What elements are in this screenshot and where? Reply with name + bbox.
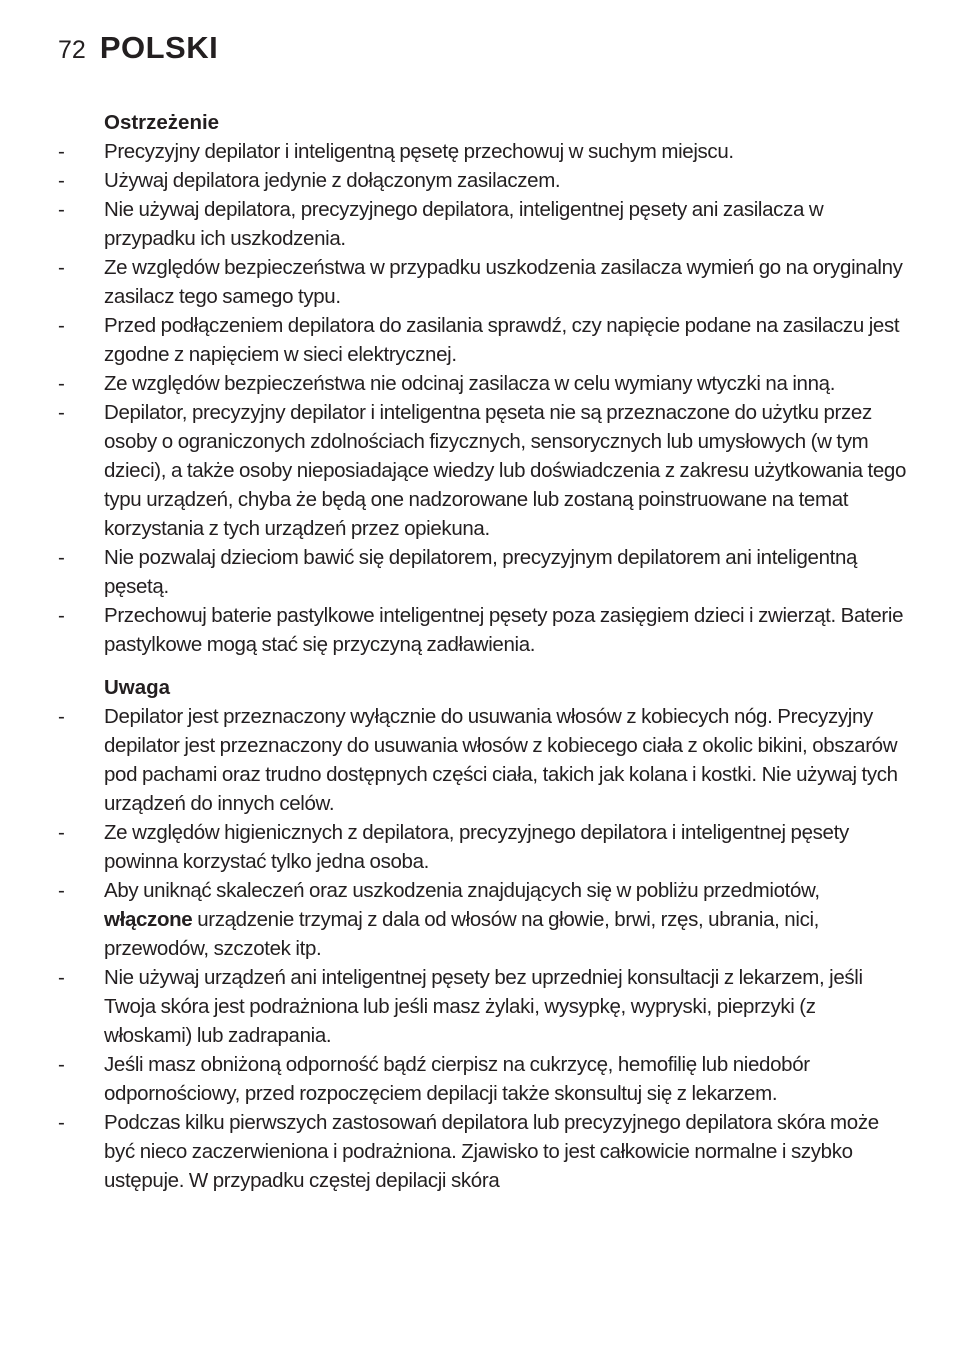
- list-dash: -: [58, 169, 65, 192]
- list-item: [58, 876, 908, 963]
- list-item-text: Przechowuj baterie pastylkowe inteligentnej pęsety poza zasięgiem dzieci i zwierząt. Baterie pastylkowe mogą stać się przyczyną zadławienia.: [104, 604, 904, 656]
- list-item-text: Aby uniknąć skaleczeń oraz uszkodzenia znajdujących się w pobliżu przedmiotów,: [104, 879, 820, 902]
- list-item: [58, 253, 908, 311]
- warning-list: [58, 137, 908, 659]
- list-dash: -: [58, 198, 65, 221]
- list-item-text: urządzenie trzymaj z dala od włosów na głowie, brwi, rzęs, ubrania, nici, przewodów, szczotek itp.: [104, 908, 820, 960]
- list-dash: -: [58, 401, 65, 424]
- list-item-text: Przed podłączeniem depilatora do zasilania sprawdź, czy napięcie podane na zasilaczu jest zgodne z napięciem w sieci elektrycznej.: [104, 314, 900, 366]
- page-number: 72: [58, 36, 86, 64]
- list-dash: -: [58, 256, 65, 279]
- list-item: [58, 398, 908, 543]
- language-title: POLSKI: [99, 30, 219, 65]
- list-item-text: Podczas kilku pierwszych zastosowań depilatora lub precyzyjnego depilatora skóra może być nieco zaczerwieniona i podrażniona. Zjawisko to jest całkowicie normalne i szybko ustępuje. W przypadku częstej depilacji skóra: [104, 1111, 879, 1192]
- bold-term: włączone: [104, 908, 193, 931]
- list-item: [58, 166, 908, 195]
- list-item: [58, 702, 908, 818]
- list-item-text: Depilator jest przeznaczony wyłącznie do usuwania włosów z kobiecych nóg. Precyzyjny depilator jest przeznaczony do usuwania włosów z kobiecego ciała z okolic bikini, obszarów pod pachami oraz trudno dostępnych części ciała, takich jak kolana i kostki. Nie używaj tych urządzeń do innych celów.: [104, 705, 898, 815]
- list-item-text: Używaj depilatora jedynie z dołączonym zasilaczem.: [104, 169, 561, 192]
- list-dash: -: [58, 966, 65, 989]
- list-item: [58, 311, 908, 369]
- list-item-text: Precyzyjny depilator i inteligentną pęsetę przechowuj w suchym miejscu.: [104, 140, 734, 163]
- list-item: [58, 543, 908, 601]
- list-item-text: Nie pozwalaj dzieciom bawić się depilatorem, precyzyjnym depilatorem ani inteligentną pęsetą.: [104, 546, 858, 598]
- list-dash: -: [58, 1111, 65, 1134]
- list-item-text: Depilator, precyzyjny depilator i inteligentna pęseta nie są przeznaczone do użytku przez osoby o ograniczonych zdolnościach fizycznych, sensorycznych lub umysłowych (w tym dzieci), a także osoby nieposiadające wiedzy lub doświadczenia z zakresu użytkowania tego typu urządzeń, chyba że będą one nadzorowane lub zostaną poinstruowane na temat korzystania z tych urządzeń przez opiekuna.: [104, 401, 907, 540]
- list-item: [58, 137, 908, 166]
- list-item: [58, 1108, 908, 1195]
- list-dash: -: [58, 372, 65, 395]
- list-item-text: Nie używaj depilatora, precyzyjnego depilatora, inteligentnej pęsety ani zasilacza w przypadku ich uszkodzenia.: [104, 198, 824, 250]
- list-dash: -: [58, 821, 65, 844]
- list-item-text: Ze względów bezpieczeństwa w przypadku uszkodzenia zasilacza wymień go na oryginalny zasilacz tego samego typu.: [104, 256, 903, 308]
- list-item-text: Ze względów higienicznych z depilatora, precyzyjnego depilatora i inteligentnej pęsety powinna korzystać tylko jedna osoba.: [104, 821, 849, 873]
- list-item: [58, 601, 908, 659]
- list-item: [58, 818, 908, 876]
- list-item: [58, 195, 908, 253]
- warning-heading: Ostrzeżenie: [104, 111, 220, 134]
- list-dash: -: [58, 879, 65, 902]
- list-item-text: Jeśli masz obniżoną odporność bądź cierpisz na cukrzycę, hemofilię lub niedobór odpornościowy, przed rozpoczęciem depilacji także skonsultuj się z lekarzem.: [104, 1053, 810, 1105]
- page-header: [58, 30, 218, 66]
- list-item: [58, 1050, 908, 1108]
- list-item-text: Ze względów bezpieczeństwa nie odcinaj zasilacza w celu wymiany wtyczki na inną.: [104, 372, 836, 395]
- list-dash: -: [58, 140, 65, 163]
- list-dash: -: [58, 546, 65, 569]
- page-content: [58, 108, 908, 1195]
- caution-heading: Uwaga: [104, 676, 171, 699]
- list-dash: -: [58, 314, 65, 337]
- list-item: [58, 963, 908, 1050]
- list-dash: -: [58, 705, 65, 728]
- list-item-text: Nie używaj urządzeń ani inteligentnej pęsety bez uprzedniej konsultacji z lekarzem, jeśli Twoja skóra jest podrażniona lub jeśli masz żylaki, wysypkę, wypryski, pieprzyki (z włoskami) lub zadrapania.: [104, 966, 863, 1047]
- list-dash: -: [58, 1053, 65, 1076]
- caution-list: [58, 702, 908, 1195]
- list-item: [58, 369, 908, 398]
- list-dash: -: [58, 604, 65, 627]
